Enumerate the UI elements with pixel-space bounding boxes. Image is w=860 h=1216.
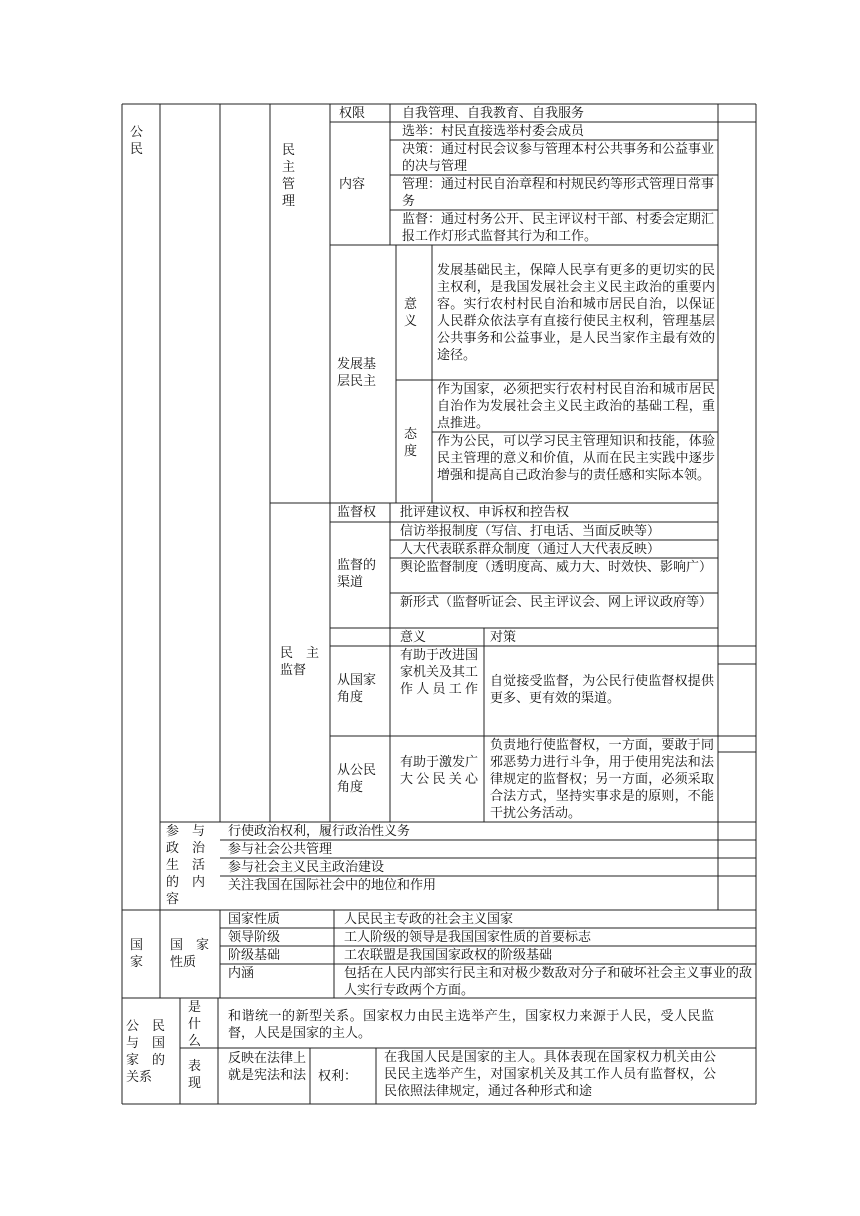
taidu-label: 态 度 xyxy=(404,427,418,459)
neirong-item-xuanju: 选举：村民直接选举村委会成员 xyxy=(402,124,585,139)
xingzhi-key-2: 领导阶级 xyxy=(228,930,281,945)
minzhu-jiandu-label: 民 主 监督 xyxy=(280,646,320,678)
neirong-item-juece: 决策：通过村民会议参与管理本村公共事务和公益事业的决与管理 xyxy=(402,142,714,174)
biaoxian-label: 表 现 xyxy=(188,1059,202,1091)
guojia-jiaodu-yiyi: 有助于改进国家机关及其工作人员工作 xyxy=(400,648,478,697)
qudao-item-xinfang: 信访举报制度（写信、打电话、当面反映等） xyxy=(400,524,661,539)
fazhan-yiyi-text: 发展基础民主，保障人民享有更多的更切实的民主权利，是我国发展社会主义民主政治的重要内容。实行农村村民自治和城市居民自治，以保证人民群众依法享有直接行使民主权利，管理基层公共事务和公益事业，是人民当家作主最有效的途径。 xyxy=(437,263,715,363)
jianduquan-value: 批评建议权、申诉权和控告权 xyxy=(400,505,570,520)
qudao-item-xinxingshi: 新形式（监督听证会、民主评议会、网上评议政府等） xyxy=(400,595,713,610)
canyu-label: 参 与 政 治 生 活 的 内 容 xyxy=(166,824,206,907)
header-duice: 对策 xyxy=(490,630,517,645)
taidu-guojia-text: 作为国家，必须把实行农村村民自治和城市居民自治作为发展社会主义民主政治的基础工程，重点推进。 xyxy=(437,382,715,431)
neirong-label: 内容 xyxy=(339,177,366,192)
xingzhi-key-4: 内涵 xyxy=(228,966,255,981)
fanying-text: 反映在法律上就是宪法和法 xyxy=(228,1051,306,1083)
yiyi-label: 意 义 xyxy=(404,297,418,329)
xingzhi-key-3: 阶级基础 xyxy=(228,948,281,963)
xingzhi-value-1: 人民民主专政的社会主义国家 xyxy=(344,912,514,927)
gongmin-jiaodu-yiyi: 有助于激发广大公民关心 xyxy=(400,755,478,787)
quanli-value: 在我国人民是国家的主人。具体表现在国家权力机关由公民民主选举产生，对国家机关及其工作人员有监督权，公民依照法律规定，通过各种形式和途 xyxy=(384,1050,716,1099)
minzhu-guanli-label: 民 主 管 理 xyxy=(282,143,296,209)
xingzhi-value-4: 包括在人民内部实行民主和对极少数敌对分子和破坏社会主义事业的敌人实行专政两个方面。 xyxy=(344,966,752,998)
canyu-item-3: 参与社会主义民主政治建设 xyxy=(228,860,385,875)
jiandu-qudao-label: 监督的 渠道 xyxy=(337,558,377,590)
quanxian-label: 权限 xyxy=(339,106,366,121)
neirong-item-jiandu: 监督：通过村务公开、民主评议村干部、村委会定期汇报工作灯形式监督其行为和工作。 xyxy=(402,212,714,244)
qudao-item-renda: 人大代表联系群众制度（通过人大代表反映） xyxy=(400,542,661,557)
fazhan-jiceng-label: 发展基 层民主 xyxy=(337,357,377,389)
neirong-item-guanli: 管理：通过村民自治章程和村规民约等形式管理日常事务 xyxy=(402,177,714,209)
canyu-item-4: 关注我国在国际社会中的地位和作用 xyxy=(228,878,437,893)
jianduquan-label: 监督权 xyxy=(337,505,377,520)
section-label-guojia: 国 家 xyxy=(130,938,144,970)
shi-shenme-value: 和谐统一的新型关系。国家权力由民主选举产生，国家权力来源于人民，受人民监督，人民是国家的主人。 xyxy=(228,1009,714,1041)
quanli-label: 权利： xyxy=(318,1069,358,1084)
gongmin-jiaodu-label: 从公民 角度 xyxy=(337,763,377,795)
header-yiyi: 意义 xyxy=(400,630,427,645)
canyu-item-2: 参与社会公共管理 xyxy=(228,842,333,857)
taidu-gongmin-text: 作为公民，可以学习民主管理知识和技能，体验民主管理的意义和价值，从而在民主实践中逐步增强和提高自己政治参与的责任感和实际本领。 xyxy=(437,434,715,483)
canyu-item-1: 行使政治权利，履行政治性义务 xyxy=(228,824,411,839)
quanxian-value: 自我管理、自我教育、自我服务 xyxy=(402,106,585,121)
guojia-jiaodu-duice: 自觉接受监督，为公民行使监督权提供更多、更有效的渠道。 xyxy=(490,674,714,706)
guojia-xingzhi-label: 国 家 性质 xyxy=(170,938,210,970)
guojia-jiaodu-label: 从国家 角度 xyxy=(337,673,377,705)
xingzhi-key-1: 国家性质 xyxy=(228,912,281,927)
xingzhi-value-3: 工农联盟是我国国家政权的阶级基础 xyxy=(344,948,553,963)
shi-shenme-label: 是 什 么 xyxy=(188,1000,202,1049)
section-label-gongmin: 公 民 xyxy=(130,125,144,157)
section-label-guanxi: 公 民 与 国 家 的 关系 xyxy=(126,1019,166,1085)
qudao-item-yulun: 舆论监督制度（透明度高、威力大、时效快、影响广） xyxy=(400,560,713,575)
xingzhi-value-2: 工人阶级的领导是我国国家性质的首要标志 xyxy=(344,930,592,945)
gongmin-jiaodu-duice: 负责地行使监督权，一方面，要敢于同邪恶势力进行斗争，用于使用宪法和法律规定的监督权；另一方面，必须采取合法方式，坚持实事求是的原则，不能干扰公务活动。 xyxy=(490,738,714,821)
